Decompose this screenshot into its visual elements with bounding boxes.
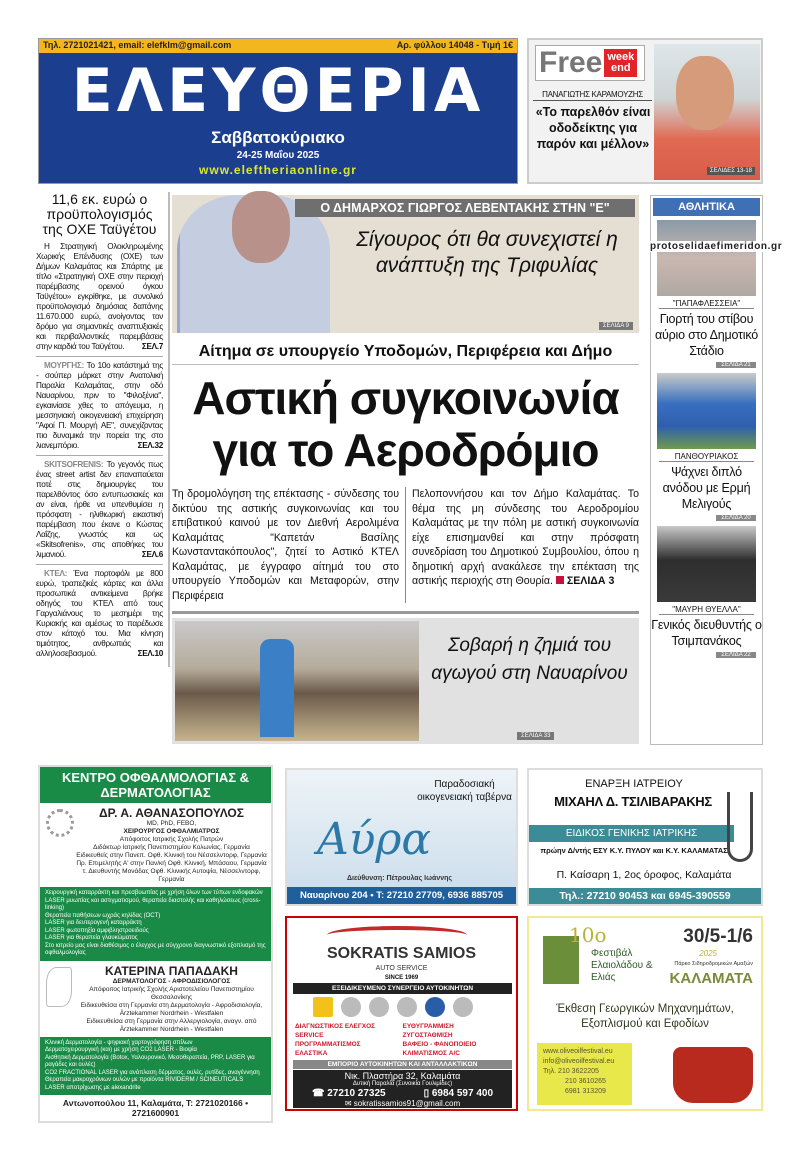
ad-manager: Διεύθυνση: Πέτρουλας Ιωάννης — [347, 875, 453, 882]
eye-icon — [46, 809, 74, 837]
website-link[interactable]: www.eleftheriaonline.gr — [199, 163, 357, 177]
festival-dates: 30/5-1/6 — [683, 926, 753, 947]
avra-tavern-ad[interactable] — [285, 768, 518, 906]
eye-dermatology-ad[interactable] — [38, 765, 273, 1123]
manager-photo — [657, 526, 756, 602]
masthead — [38, 38, 518, 184]
watermark: protoselidaefimeridon.gr — [650, 241, 783, 252]
sports-title: Γιορτή του στίβου αύριο στο Δημοτικό Στάδιο — [654, 312, 759, 358]
ad-banner: ΕΞΕΙΔΙΚΕΥΜΕΝΟ ΣΥΝΕΡΓΕΙΟ ΑΥΤΟΚΙΝΗΤΩΝ — [293, 983, 512, 994]
peugeot-logo-icon — [369, 997, 389, 1017]
sports-title: Γενικός διευθυντής ο Τσιμπανάκος — [651, 618, 762, 648]
sports-header: ΑΘΛΗΤΙΚΑ — [653, 198, 760, 216]
page-ref: ΣΕΛΙΔΑ 9 — [599, 322, 633, 330]
stethoscope-icon — [727, 792, 753, 862]
lead-kicker: Αίτημα σε υπουργείο Υποδομών, Περιφέρεια και Δήμο — [172, 343, 639, 365]
ad-announcement: ΕΝΑΡΞΗ ΙΑΤΡΕΙΟΥ — [585, 778, 683, 790]
page-ref: ΣΕΛΙΔΑ 33 — [517, 732, 554, 740]
services-list: ΔΙΑΓΝΩΣΤΙΚΟΣ ΕΛΕΓΧΟΣ ΕΥΘΥΓΡΑΜΜΙΣΗ SERVICE ΖΥΓΟΣΤΑΘΜΙΣΗ ΠΡΟΓΡΑΜΜΑΤΙΣΜΟΣ ΒΑΦΕΙΟ - ΦΑΝΟΠΟΙΕΙΟ ΕΛΑΣΤΙΚΑ ΚΛΙΜΑΤΙΣΜΟΣ A/C — [295, 1023, 477, 1057]
phone-icon: ☎ 27210 27325 — [311, 1088, 386, 1099]
mayor-interview-story[interactable] — [172, 195, 639, 333]
free-weekend-promo[interactable] — [527, 38, 763, 184]
ad-tagline: Παραδοσιακή οικογενειακή ταβέρνα — [417, 779, 512, 803]
sports-item[interactable] — [651, 526, 762, 658]
masthead-issue: Αρ. φύλλου 14048 - Τιμή 1€ — [396, 40, 513, 50]
interviewee-name: ΠΑΝΑΓΙΩΤΗΣ ΚΑΡΑΜΟΥΖΗΣ — [533, 90, 652, 101]
edition-label: Σαββατοκύριακο — [211, 128, 345, 147]
mobile-icon: ▯ 6984 597 400 — [423, 1088, 494, 1099]
eye-services-list: Χειρουργική καταρράκτη και πρεσβυωπίας με χρήση όλων των τύπων ενδοφακών LASER μυωπίας και αστιγματισμού, θεραπεία διαστολής και καθηλώσεως (cross-linking) Θεραπεία παθήσεων ωχράς κηλίδας (OCT) LASER για δευτερογενή καταρράκτη LASER φωτοπηξία αμφιβληστροειδούς LASER για θεραπεία γλαυκώματος Στο ιατρείο μας είναι διαθέσιμος ο έλεγχος με σύγχρονο διαγνωστικό εξοπλισμό της οφθαλμολογίας — [40, 887, 271, 961]
lead-headline[interactable] — [172, 372, 639, 476]
olive-oil-festival-ad[interactable] — [527, 916, 763, 1111]
derm-services-list: Κλινική Δερματολογία - ψηφιακή χαρτογράφηση σπίλων Δερματοχειρουργική (και) με χρήση CO2 LASER - Βιοψία Αισθητική Δερματολογία (Botox, Υαλουρονικό, Μεσοθεραπεία, PRP, LASER για ραγάδες και ουλές) CO2 FRACTIONAL LASER για ανάπλαση δέρματος, ουλές, ρυτίδες, αναγέννηση Θεραπεία μακροχρόνιων ουλών με προϊόντα RIVIDERM / SCINEUTICALS LASER αποτρίχωσης με alexandrite — [40, 1037, 271, 1096]
column-title: 11,6 εκ. ευρώ ο προϋπολογισμός της ΟΧΕ Ταϋγέτου — [42, 191, 157, 237]
story-title: Σίγουρος ότι θα συνεχιστεί η ανάπτυξη της Τριφυλίας — [356, 228, 618, 277]
festival-year: 2025 — [699, 949, 717, 958]
sports-category: ΠΑΝΘΟΥΡΙΑΚΟΣ — [659, 452, 754, 462]
ad-footer: Αντωνοπούλου 11, Καλαμάτα, Τ: 2721020166 • 2721600901 — [40, 1095, 271, 1121]
promo-quote: «Το παρελθόν είναι οδοδείκτης για παρόν και μέλλον» — [535, 105, 651, 151]
newspaper-logo: ΕΛΕΥΘΕΡΙΑ — [71, 56, 485, 126]
masthead-contact: Τηλ. 2721021421, email: elefklm@gmail.com — [43, 40, 232, 50]
ad-contact: Νικ. Πλαστήρα 32, Καλαμάτα Δυτική Παραλία (Συνοικία Γουλιμίδες) ☎ 27210 27325 ▯ 6984 597 400 ✉ sokratissamios91@gmail.com — [293, 1070, 512, 1108]
headline-line: για το Αεροδρόμιο — [212, 424, 599, 476]
sports-category: "ΠΑΠΑΦΛΕΣΣΕΙΑ" — [659, 299, 754, 309]
ad-trade: ΕΜΠΟΡΙΟ ΑΥΤΟΚΙΝΗΤΩΝ ΚΑΙ ΑΝΤΑΛΛΑΚΤΙΚΩΝ — [293, 1060, 512, 1069]
ad-subbrand: AUTO SERVICE — [375, 965, 428, 972]
doctor-clinic-ad[interactable] — [527, 768, 763, 906]
doctor2-info: ΚΑΤΕΡΙΝΑ ΠΑΠΑΔΑΚΗ ΔΕΡΜΑΤΟΛΟΓΟΣ - ΑΦΡΟΔΙΣΙΟΛΟΓΟΣ Απόφοιτος Ιατρικής Σχολής Αριστοτελείου Πανεπιστημίου Θεσσαλονίκης Ειδικευθείσα στη Γερμανία στη Δερματολογία - Αφροδισιολογία, Ärztekammer Nordrhein - Westfalen Ειδικευθείσα στη Γερμανία στην Αλλεργιολογία, αναγν. από Ärztekammer Nordrhein - Westfalen — [40, 961, 271, 1037]
ad-contact: Ναυαρίνου 204 • Τ: 27210 27709, 6936 885705 — [287, 887, 516, 904]
festival-edition: 10ο — [569, 923, 607, 947]
festival-name: Φεστιβάλ Ελαιολάδου & Ελιάς — [591, 948, 653, 983]
doctor-former-role: πρώην Δ/ντής ΕΣΥ Κ.Υ. ΠΥΛΟΥ και Κ.Υ. ΚΑΛΑΜΑΤΑΣ — [540, 846, 728, 855]
interviewee-photo — [654, 44, 760, 180]
sports-title: Ψάχνει διπλό ανόδου με Ερμή Μελιγούς — [662, 465, 751, 511]
news-brief[interactable]: ΚΤΕΛ: Ένα πορτοφόλι με 800 ευρώ, τραπεζικές κάρτες και άλλα προσωπικά αντικείμενα βρήκε οδηγός του ΚΤΕΛ από τους Γαργαλιάνους το μεσημέρι της Κυριακής και αμέσως το παρέδωσε στον κάτοχό του. Μια κίνηση τιμιότητος, ανθρωπιάς και αλληλοσεβασμού. ΣΕΛ.10 — [36, 569, 163, 658]
doctor-specialty: ΕΙΔΙΚΟΣ ΓΕΝΙΚΗΣ ΙΑΤΡΙΚΗΣ — [529, 825, 734, 842]
doctor1-info: ΔΡ. Α. ΑΘΑΝΑΣΟΠΟΥΛΟΣ MD, PhD, FEBO, ΧΕΙΡΟΥΡΓΟΣ ΟΦΘΑΛΜΙΑΤΡΟΣ Απόφοιτος Ιατρικής Σχολής Πατρών Διδάκτωρ Ιατρικής Πανεπιστημίου Κολωνίας, Γερμανία Ειδικευθείς στην Πανεπ. Οφθ. Κλινική του Νέσσελντορφ, Γερμανία Πρ. Επιμελητής Α' στην Παν/κή Οφθ. Κλινική, Μπάσαου, Γερμανία τ. Διευθυντής Μονάδας Οφθ. Κλινικής Αυτοψία, Νέσσελντορφ, Γερμανία — [40, 803, 271, 887]
doctor-name: ΜΙΧΑΗΛ Δ. ΤΣΙΛΙΒΑΡΑΚΗΣ — [554, 794, 712, 809]
page-ref: ΣΕΛΙΔΕΣ 13-18 — [707, 167, 755, 175]
masthead-info-bar — [39, 39, 517, 53]
dacia-logo-icon — [341, 997, 361, 1017]
navarinou-story[interactable] — [172, 618, 639, 744]
ad-title: ΚΕΝΤΡΟ ΟΦΘΑΛΜΟΛΟΓΙΑΣ & ΔΕΡΜΑΤΟΛΟΓΙΑΣ — [40, 767, 271, 803]
page-ref: ΣΕΛΙΔΑ 21 — [716, 362, 756, 368]
car-brand-logos — [313, 997, 473, 1017]
ad-since: SINCE 1969 — [384, 975, 419, 981]
free-weekend-logo: Free week end — [535, 45, 645, 81]
festival-expo: Έκθεση Γεωργικών Μηχανημάτων, Εξοπλισμού και Εφοδίων — [556, 1003, 734, 1030]
doctor-address: Π. Καίσαρη 1, 2ος όροφος, Καλαμάτα — [556, 869, 732, 881]
ad-brand: SOKRATIS SAMIOS — [326, 945, 477, 962]
festival-city: ΚΑΛΑΜΑΤΑ — [669, 970, 753, 987]
football-photo — [657, 373, 756, 449]
festival-contact: www.oliveoilfestival.eu info@oliveoilfestival.eu Τηλ. 210 3622205 210 3610265 6981 313209 — [537, 1043, 632, 1105]
vw-logo-icon — [425, 997, 445, 1017]
page-ref: ΣΕΛΙΔΑ 20 — [716, 515, 756, 521]
page-ref: ΣΕΛΙΔΑ 22 — [716, 652, 756, 658]
doctor-phone: Τηλ.: 27210 90453 και 6945-390559 — [529, 888, 761, 904]
athletics-photo — [657, 220, 756, 296]
sports-category: "ΜΑΥΡΗ ΘΥΕΛΛΑ" — [659, 605, 754, 615]
car-logo-icon — [327, 926, 467, 944]
sports-column — [650, 195, 763, 745]
auto-service-ad[interactable] — [285, 916, 518, 1111]
face-silhouette-icon — [46, 967, 72, 1007]
sports-item[interactable] — [651, 373, 762, 521]
news-brief[interactable]: SKITSOFRENIS: Το γεγονός πως ένας street artist δεν επαναπαύεται ποτέ στις δημιουργίες του παρελθόντος όσο εντυπωσιακές και αν είναι, ήρθε να υπενθυμίσει η πρόσφατη - ηλιθιωρική εικαστική παρέμβαση που έκανε ο Κώστας Λαΐζης, γνωστός και ως «Skitsofrenis», στις αποθήκες του λιμανιού. ΣΕΛ.6 — [36, 460, 163, 565]
left-news-column — [36, 192, 170, 667]
issue-date: 24-25 Μαΐου 2025 — [236, 150, 320, 161]
excavation-photo — [175, 621, 419, 741]
news-brief[interactable]: Η Στρατηγική Ολοκληρωμένης Χωρικής Επένδυσης (ΟΧΕ) των Δήμων Καλαμάτας και Σπάρτης με τίτλο «Στρατηγική ΟΧΕ στην περιοχή παρέμβασης ορεινού όγκου Ταϋγέτου» εγκρίθηκε, με συνολικό προϋπολογισμό δημόσιας δαπάνης 11.670.000 ευρώ, ανοίγοντας τον δρόμο για σημαντικές αναπτυξιακές και περιβαλλοντικές παρεμβάσεις στην καρδιά του Ταϋγέτου. ΣΕΛ.7 — [36, 242, 163, 357]
tractor-image — [673, 1047, 753, 1103]
ad-brand: Αύρα — [317, 814, 432, 865]
festival-venue: Πάρκο Σιδηροδρομικών Αμαξών — [674, 961, 753, 967]
lead-body — [172, 487, 639, 614]
citroen-logo-icon — [397, 997, 417, 1017]
lead-body-col2: Πελοποννήσου και τον Δήμο Καλαμάτας. Το θέμα της μη σύνδεσης του Αεροδρομίου Καλαμάτας με την πόλη με αστική συγκοινωνία είχε επισημανθεί και στην πρόσφατη συνεδρίαση του Δημοτικού Συμβουλίου, όπου η δημοτική αρχή ανακάλεσε την επέκταση της αστικής περιοχής στη Θουρία. ΣΕΛΙΔΑ 3 — [412, 488, 639, 587]
renault-logo-icon — [313, 997, 333, 1017]
nissan-logo-icon — [453, 997, 473, 1017]
story-tag: Ο ΔΗΜΑΡΧΟΣ ΓΙΩΡΓΟΣ ΛΕΒΕΝΤΑΚΗΣ ΣΤΗΝ "Ε" — [295, 199, 635, 217]
headline-line: Αστική συγκοινωνία — [192, 372, 619, 424]
lead-body-col1: Τη δρομολόγηση της επέκτασης - σύνδεσης του δικτύου της αστικής συγκοινωνίας και του επιβατικού καινού με τον Διεθνή Αερολιμένα Καλαμάτας "Καπετάν Βασίλης Κωνσταντακόπουλος", ζητεί το Αστικό ΚΤΕΛ Καλαμάτας, με έγγραφο αίτημά του στο υπουργείο Υποδομών και Μεταφορών, στην Περιφέρεια — [172, 487, 406, 603]
story-title: Σοβαρή η ζημιά του αγωγού στη Ναυαρίνου — [431, 635, 628, 684]
news-brief[interactable]: ΜΟΥΡΓΗΣ: Το 10ο κατάστημά της - σούπερ μάρκετ στην Ανατολική Παραλία Καλαμάτας, στην οδό Ναυαρίνου, πριν το "Φιλοξένια", εγκαινίασε χθες το απόγευμα, η μεσσηνιακή οικογενειακή επιχείρηση "Αφοί Π. Μουργή ΑΕ", συνεχίζοντας πιο δυναμικά την πορεία της στο λιανεμπόριο. ΣΕΛ.32 — [36, 361, 163, 456]
email-icon: ✉ — [344, 1099, 352, 1108]
